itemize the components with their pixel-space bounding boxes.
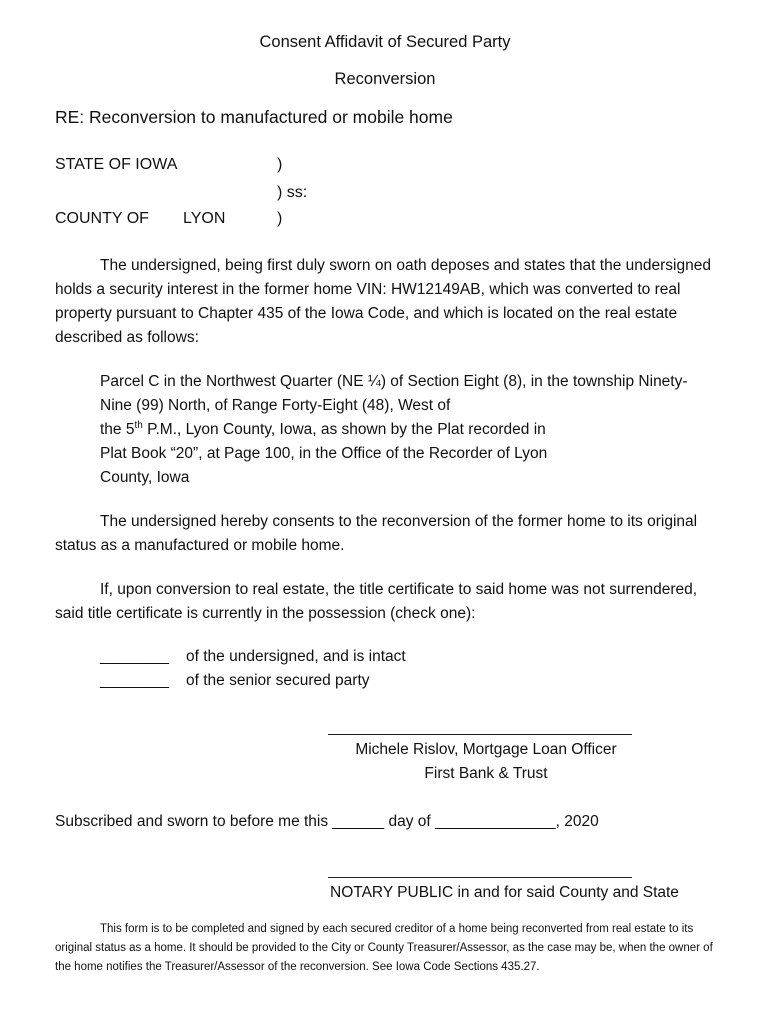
instructions-footnote: This form is to be completed and signed by each secured creditor of a home being reconverted from real estate to its original status as a home. It should be provided to the City or County Treasurer/Assessor, as the case may be, when the owner of the home notifies the Treasurer/Assessor of the reconversion. See Iowa Code Sections 435.27. [55,923,713,973]
check-option-blank-1[interactable]: ________ [100,648,169,665]
document-subtitle: Reconversion [334,70,436,88]
county-name: LYON [183,210,226,227]
notary-caption: NOTARY PUBLIC in and for said County and State [330,884,679,901]
re-line: RE: Reconversion to manufactured or mobile home [55,107,453,127]
signer-company: First Bank & Trust [424,765,548,782]
legal-description-line-4: Plat Book “20”, at Page 100, in the Office of the Recorder of Lyon [100,445,548,462]
affidavit-paragraph-1: The undersigned, being first duly sworn on oath deposes and states that the undersigned holds a security interest in the former home VIN: HW12149AB, which was converted to real property pursuant to Chapter 435 of the Iowa Code, and which is located on the real estate described as follows: [55,257,711,346]
check-option-blank-2[interactable]: ________ [100,672,169,689]
consent-paragraph: The undersigned hereby consents to the reconversion of the former home to its original status as a manufactured or mobile home. [55,513,698,554]
state-label: STATE OF IOWA [55,156,178,173]
document-title: Consent Affidavit of Secured Party [259,33,511,51]
check-option-label-1: of the undersigned, and is intact [186,648,406,665]
legal-description-line-5: County, Iowa [100,469,190,486]
venue-paren-3: ) [277,210,283,227]
legal-description-line-3: the 5th P.M., Lyon County, Iowa, as shown by the Plat recorded in [100,419,546,438]
signature-line[interactable] [328,734,632,735]
venue-paren-1: ) [277,156,283,173]
title-certificate-paragraph: If, upon conversion to real estate, the title certificate to said home was not surrendered, said title certificate is currently in the possession (check one): [55,581,698,622]
subscribed-sworn-line: Subscribed and sworn to before me this ______ day of ______________, 2020 [55,813,599,830]
notary-signature-line[interactable] [328,877,632,878]
check-option-label-2: of the senior secured party [186,672,370,689]
county-label: COUNTY OF [55,210,149,227]
legal-description-line-1: Parcel C in the Northwest Quarter (NE ¼) of Section Eight (8), in the township Ninety- [100,373,688,390]
venue-ss: ) ss: [277,184,308,201]
legal-description-line-2: Nine (99) North, of Range Forty-Eight (48), West of [100,397,451,414]
signer-name-title: Michele Rislov, Mortgage Loan Officer [355,741,617,758]
